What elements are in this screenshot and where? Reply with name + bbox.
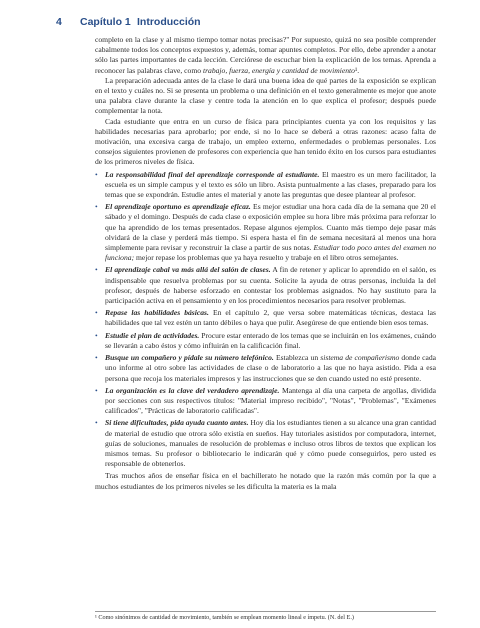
running-header xyxy=(56,16,440,30)
footnote: ¹ Como sinónimos de cantidad de movimiento, también se emplean momento lineal e ímpetu. (N. del E.) xyxy=(95,611,436,622)
paragraph: La preparación adecuada antes de la clase le dará una buena idea de qué partes de la exposición se explican en el texto y cuáles no. Si se presenta un problema o una definición en el texto generalmente es mejor que anote una palabra clave durante la clase y centre toda la atención en lo que explica el profesor; después puede complementar la nota. xyxy=(95,75,436,116)
list-item: • Repase las habilidades básicas. En el capítulo 2, que versa sobre matemáticas técnicas, destaca las habilidades que tal vez estén un tanto débiles o haya que pulir. Asegúrese de que entiende bien esos temas. xyxy=(105,308,436,328)
page-body xyxy=(95,35,436,492)
paragraph: completo en la clase y al mismo tiempo tomar notas precisas?" Por supuesto, quizá no sea posible comprender cabalmente todos los conceptos expuestos y, además, tomar apuntes completos. Por ello, debe aprender a anotar sólo las partes importantes de cada lección. Cerciórese de escuchar bien la explicación de los temas. Aprenda a reconocer las palabras clave, como trabajo, fuerza, energía y cantidad de movimiento¹. xyxy=(95,35,436,75)
paragraph: Cada estudiante que entra en un curso de física para principiantes cuenta ya con los requisitos y las habilidades necesarias para aprobarlo; por ende, si no lo hace se deberá a otras razones: acaso falta de motivación, una excesiva carga de trabajo, un empleo externo, enfermedades o problemas personales. Los consejos siguientes provienen de profesores con experiencia que han tenido éxito en los cursos para estudiantes de los primeros niveles de física. xyxy=(95,116,436,167)
closing-paragraph: Tras muchos años de enseñar física en el bachillerato he notado que la razón más común por la que a muchos estudiantes de los primeros niveles se les dificulta la materia es la mala xyxy=(95,471,436,491)
chapter-label: Capítulo 1 xyxy=(80,16,131,28)
list-item: • La organización es la clave del verdadero aprendizaje. Mantenga al día una carpeta de argollas, dividida por secciones con sus respectivos títulos: "Material impreso recibido", "Notas", "Problemas", "Exámenes calificados", "Prácticas de laboratorio calificadas". xyxy=(105,386,436,417)
list-item: • El aprendizaje oportuno es aprendizaje eficaz. Es mejor estudiar una hora cada día de la semana que 20 el sábado y el domingo. Después de cada clase o exposición emplee su hora libre más próxima para reforzar lo que ha aprendido de los temas presentados. Repase algunos ejemplos. Cuanto más tiempo deje pasar más olvidará de la clase y perderá más tiempo. Si espera hasta el fin de semana necesitará al menos una hora simplemente para revisar y reconstruir la clase a partir de sus notas. Estudiar todo poco antes del examen no funciona; mejor repase los problemas que ya haya resuelto y trabaje en el libro otros semejantes. xyxy=(105,202,436,263)
chapter-title: Introducción xyxy=(137,16,201,28)
list-item: • Busque un compañero y pídale su número telefónico. Establezca un sistema de compañerismo donde cada uno informe al otro sobre las actividades de clase o de laboratorio a las que no haya asistido. Pida a esa persona que recoja los materiales impresos y las instrucciones que se den cuando usted no esté presente. xyxy=(105,353,436,384)
list-item: • Estudie el plan de actividades. Procure estar enterado de los temas que se incluirán en los exámenes, cuándo se llevarán a cabo éstos y cómo influirán en la calificación final. xyxy=(105,331,436,351)
list-item: • El aprendizaje cabal va más allá del salón de clases. A fin de retener y aplicar lo aprendido en el salón, es indispensable que resuelva problemas por su cuenta. Solicite la ayuda de otras personas, incluida la del profesor, después de haberse esforzado en contestar los problemas asignados. No hay sustituto para la participación activa en el pensamiento y en los procedimientos necesarios para resolver problemas. xyxy=(105,265,436,306)
list-item: • La responsabilidad final del aprendizaje corresponde al estudiante. El maestro es un mero facilitador, la escuela es un simple campus y el texto es sólo un libro. Asista puntualmente a las clases, preparado para los temas que se expondrán. Estudie antes el material y anote las preguntas que desee plantear al profesor. xyxy=(105,170,436,201)
tips-list xyxy=(95,170,436,470)
list-item: • Si tiene dificultades, pida ayuda cuanto antes. Hoy día los estudiantes tienen a su alcance una gran cantidad de material de estudio que otrora sólo existía en sueños. Hay tutoriales asistidos por computadora, internet, guías de soluciones, manuales de resolución de problemas e incluso otros libros de textos que explican los mismos temas. Su profesor o bibliotecario le indicarán qué y cómo puede conseguirlos, pero usted es responsable de obtenerlos. xyxy=(105,418,436,469)
page-number: 4 xyxy=(56,16,62,28)
